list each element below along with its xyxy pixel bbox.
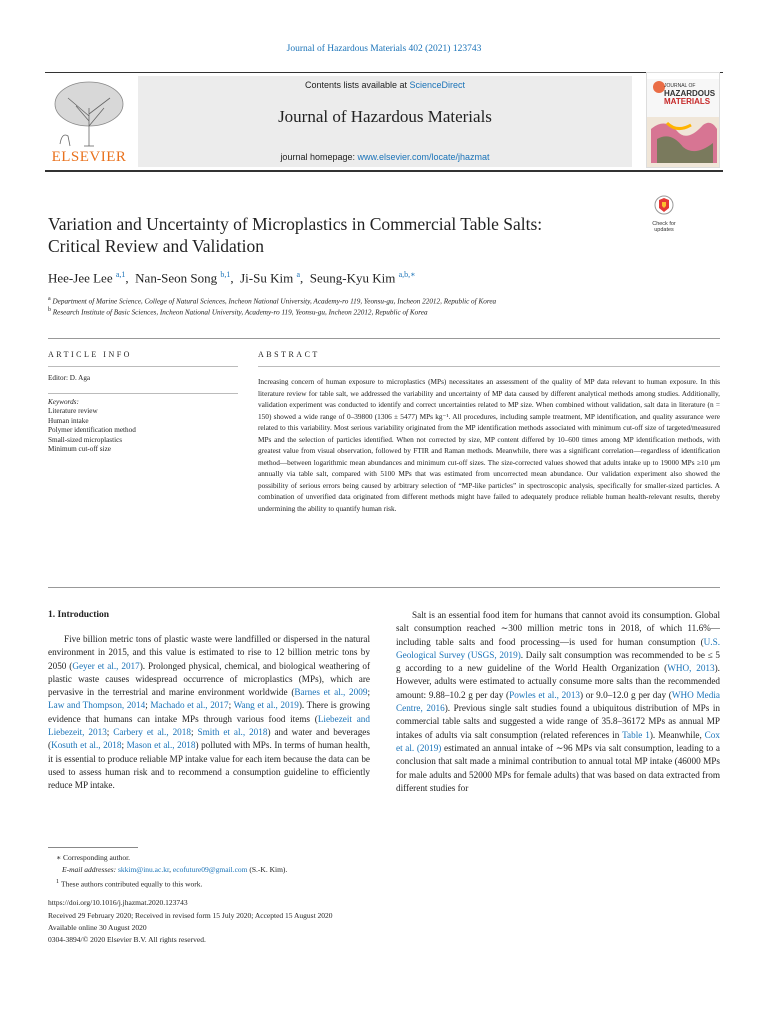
citation-link[interactable]: Powles et al., 2013 <box>509 689 581 700</box>
paragraph-text: . Daily salt consumption was recommended to be ≤ 5 g according to a new guideline of the World Health Organization ( <box>396 649 720 674</box>
check-for-updates-label: Check for updates <box>652 221 676 233</box>
affiliation <box>48 307 428 316</box>
section-divider <box>48 587 720 588</box>
article-info-heading: ARTICLE INFO <box>48 350 132 359</box>
footnote-marker: 1 <box>56 878 60 885</box>
citation-link[interactable]: Mason et al., 2018 <box>126 740 196 751</box>
citation-link[interactable]: Wang et al., 2019 <box>233 700 299 711</box>
citation-link[interactable]: WHO, 2013 <box>667 663 715 674</box>
author-name[interactable]: Seung-Kyu Kim <box>309 270 396 286</box>
keyword: Human intake <box>48 416 89 425</box>
paragraph <box>48 633 370 793</box>
cover-line-2: HAZARDOUS <box>664 89 716 98</box>
check-for-updates-icon <box>646 194 682 216</box>
affiliation <box>48 296 496 305</box>
check-for-updates-button[interactable] <box>646 194 682 233</box>
footnote-rule <box>48 847 138 848</box>
paragraph-text: ; <box>106 727 114 738</box>
editor-line: Editor: D. Aga <box>48 374 91 382</box>
paragraph-text: ; <box>190 727 198 738</box>
paragraph-text: ). Meanwhile, <box>649 729 705 740</box>
asterisk-marker: ∗ <box>56 853 63 862</box>
citation-link[interactable]: Kosuth et al., 2018 <box>51 740 122 751</box>
paragraph-text: ). Previous single salt studies found a ubiquitous distribution of MPs in commercial table salts and suggested a wide range of 35.8–36172 MPs as annual MP intakes of adults via salt consumption (related references in <box>396 703 720 740</box>
corresponding-author-note <box>56 853 130 862</box>
keyword: Minimum cut-off size <box>48 445 111 454</box>
available-online: Available online 30 August 2020 <box>48 923 147 932</box>
cover-line-3: MATERIALS <box>664 97 711 106</box>
abstract-body: Increasing concern of human exposure to microplastics (MPs) necessitates an assessment of the quality of MP data relevant to human exposure. In this literature review for table salt, we addressed the variability and uncertainty of MP data caused by different analytical methods among studies. Additionally, validation experiment was conducted to identify and correct uncertainties related to MP size. When combined without validation, salt data in literature (n = 150) showed a wide range of 0–39800 (1306 ± 5477) MPs kg⁻¹. All procedures, including sample treatment, MP identification, and quality assurance were related to this variability. Most serious variability originated from the MP identification methods associated with minimum cut-off size of targeted/measured MPs and the selection of particles identified. When not corrected by size, MP content differed by 10–600 times among MP identification methods, with greatest value from visual observation, followed by FTIR and Raman methods. Meanwhile, there was a significant correlation—regardless of identification method—between logarithmic mean abundances and minimum cut-off sizes. The size-corrected values showed that adults intake up to 19000 MPs ≥10 μm annually via table salt, compared with 5100 MPs that was estimated from uncorrected mean abundance. Our validation experiment also showed the possibility of serious errors being caused by arbitrary selection of “MP-like particles” in spectroscopic analysis, specifically for smaller-sized particles. A combination of unverified data originated from different methods might have failed to adequately produce reliable human health-relevant results, thereby undermining the ability to quantify human risk. <box>258 377 720 514</box>
contents-prefix: Contents lists available at <box>304 80 410 90</box>
author-superscript[interactable]: a,b,∗ <box>398 270 416 279</box>
affiliation-marker: a <box>48 296 51 302</box>
citation-link[interactable]: Table 1 <box>622 729 650 740</box>
citation-link[interactable]: Carbery et al., 2018 <box>113 727 191 738</box>
citation-link[interactable]: WHO Media Centre, 2016 <box>396 689 720 714</box>
author-name[interactable]: Ji-Su Kim <box>240 270 294 286</box>
citation-link[interactable]: Machado et al., 2017 <box>150 700 229 711</box>
author-name[interactable]: Hee-Jee Lee <box>48 270 113 286</box>
section-divider <box>48 338 720 339</box>
equal-contribution-note <box>56 878 202 889</box>
keyword: Small-sized microplastics <box>48 435 123 444</box>
citation-link[interactable]: U.S. Geological Survey (USGS, 2019) <box>396 636 720 660</box>
cover-title <box>664 82 720 106</box>
paragraph-text: ). However, adults were estimated to actually consume more salts than the recommended amount: 9.88–10.2 g per day ( <box>396 663 720 700</box>
title-line-2: Critical Review and Validation <box>48 236 264 256</box>
paragraph-text: ). There is growing evidence that humans can intake MPs through various food items ( <box>48 700 370 724</box>
body-column-left <box>48 633 370 793</box>
email-label: E-mail addresses: <box>62 865 117 874</box>
article-title <box>48 213 608 257</box>
doi-link[interactable]: https://doi.org/10.1016/j.jhazmat.2020.123743 <box>48 898 188 907</box>
paragraph <box>396 609 720 795</box>
citation-link[interactable]: Geyer et al., 2017 <box>72 660 140 671</box>
keywords-label: Keywords: <box>48 398 79 406</box>
divider <box>48 393 238 394</box>
contents-availability <box>138 80 632 90</box>
keyword: Polymer identification method <box>48 426 136 435</box>
corresponding-text: Corresponding author. <box>62 853 131 862</box>
cover-line-1: JOURNAL OF <box>664 83 696 89</box>
author-name[interactable]: Nan-Seon Song <box>135 270 218 286</box>
header-top-rule <box>45 72 723 73</box>
keywords-block <box>48 398 238 454</box>
abstract-heading: ABSTRACT <box>258 350 320 359</box>
paragraph-text: ) or 9.0–12.0 g per day ( <box>580 689 672 700</box>
divider <box>48 366 238 367</box>
author-superscript[interactable]: a <box>296 270 301 279</box>
citation-link[interactable]: Cox et al. (2019) <box>396 729 720 753</box>
affiliation-text: Research Institute of Basic Sciences, Incheon National University, Academy-ro 119, Yeonsu-gu, Incheon 22012, Republic of Korea <box>52 308 428 317</box>
email-note: E-mail addresses: skkim@inu.ac.kr, ecofuture09@gmail.com (S.-K. Kim). <box>62 865 288 874</box>
body-column-right <box>396 609 720 795</box>
citation-link[interactable]: Law and Thompson, 2014 <box>48 700 146 711</box>
sciencedirect-link[interactable]: ScienceDirect <box>409 80 466 90</box>
divider <box>258 366 720 367</box>
affiliation-marker: b <box>48 307 51 313</box>
journal-reference-link[interactable]: Journal of Hazardous Materials 402 (2021) 123743 <box>286 44 482 54</box>
citation-link[interactable]: Barnes et al., 2009 <box>294 687 368 698</box>
keyword: Literature review <box>48 407 98 416</box>
copyright: 0304-3894/© 2020 Elsevier B.V. All rights reserved. <box>48 935 206 944</box>
journal-homepage <box>138 152 632 162</box>
homepage-prefix: journal homepage: <box>280 152 358 162</box>
email-link[interactable]: ecofuture09@gmail.com <box>172 865 248 874</box>
header-bottom-rule <box>45 170 723 172</box>
introduction-heading: 1. Introduction <box>48 610 110 620</box>
author-superscript[interactable]: a,1 <box>115 270 126 279</box>
author-superscript[interactable]: b,1 <box>220 270 231 279</box>
email-suffix: (S.-K. Kim). <box>247 865 288 874</box>
received-dates: Received 29 February 2020; Received in revised form 15 July 2020; Accepted 15 August 2020 <box>48 911 333 920</box>
journal-name: Journal of Hazardous Materials <box>278 107 492 126</box>
author-list: Hee-Jee Lee $^{a,1}$, Nan-Seon Song $^{b,1}$, Ji-Su Kim $^a$, Seung-Kyu Kim $^{a,b,∗}$ <box>48 270 416 286</box>
paragraph-text: Five billion metric tons of plastic waste were landfilled or dispersed in the natural environment in 2015, and this value is estimated to rise to 12 billion metric tons by 2050 ( <box>48 634 370 671</box>
paragraph-text: ; <box>145 700 151 711</box>
email-link[interactable]: skkim@inu.ac.kr <box>117 865 170 874</box>
paragraph-text: ). Prolonged physical, chemical, and biological weathering of plastic waste causes widespread occurrence of microplastics (MPs), which are pervasive in the terrestrial and marine environment worldwide ( <box>48 660 371 698</box>
publisher-logo-text: ELSEVIER <box>51 149 127 165</box>
paragraph-text: estimated an annual intake of ∼96 MPs via salt consumption, leading to a conclusion that salt made a minimal contribution to annual total MP intake (46000 MPs for male adults and 52000 MPs for female adults) that was based on data extracted from different studies for <box>396 742 720 793</box>
citation-link[interactable]: Liebezeit and Liebezeit, 2013 <box>48 713 370 738</box>
paragraph-text: ; <box>121 740 127 751</box>
equal-text: These authors contributed equally to this work. <box>61 879 203 889</box>
title-line-1: Variation and Uncertainty of Microplastics in Commercial Table Salts: <box>48 214 543 234</box>
paragraph-text: ) and water and beverages ( <box>48 727 370 751</box>
paragraph-text: Salt is an essential food item for humans that cannot avoid its consumption. Global salt consumption reached ∼300 million metric tons in 2018, of which 11.6%—including table salts and food processing—is used for human consumption ( <box>396 610 720 647</box>
affiliation-text: Department of Marine Science, College of Natural Sciences, Incheon National University, Academy-ro 119, Yeonsu-gu, Incheon 22012, Republic of Korea <box>52 297 497 306</box>
citation-link[interactable]: Smith et al., 2018 <box>197 727 268 738</box>
paragraph-text: ; <box>367 687 370 698</box>
paragraph-text: ) polluted with MPs. In terms of human health, it is essential to produce reliable MP intake value for each item because the data can be used to assess human risk and to recommend a consumption guideline to efficiently reduce MP intake. <box>48 740 370 791</box>
paragraph-text: ; <box>228 700 234 711</box>
homepage-link[interactable]: www.elsevier.com/locate/jhazmat <box>357 152 490 162</box>
